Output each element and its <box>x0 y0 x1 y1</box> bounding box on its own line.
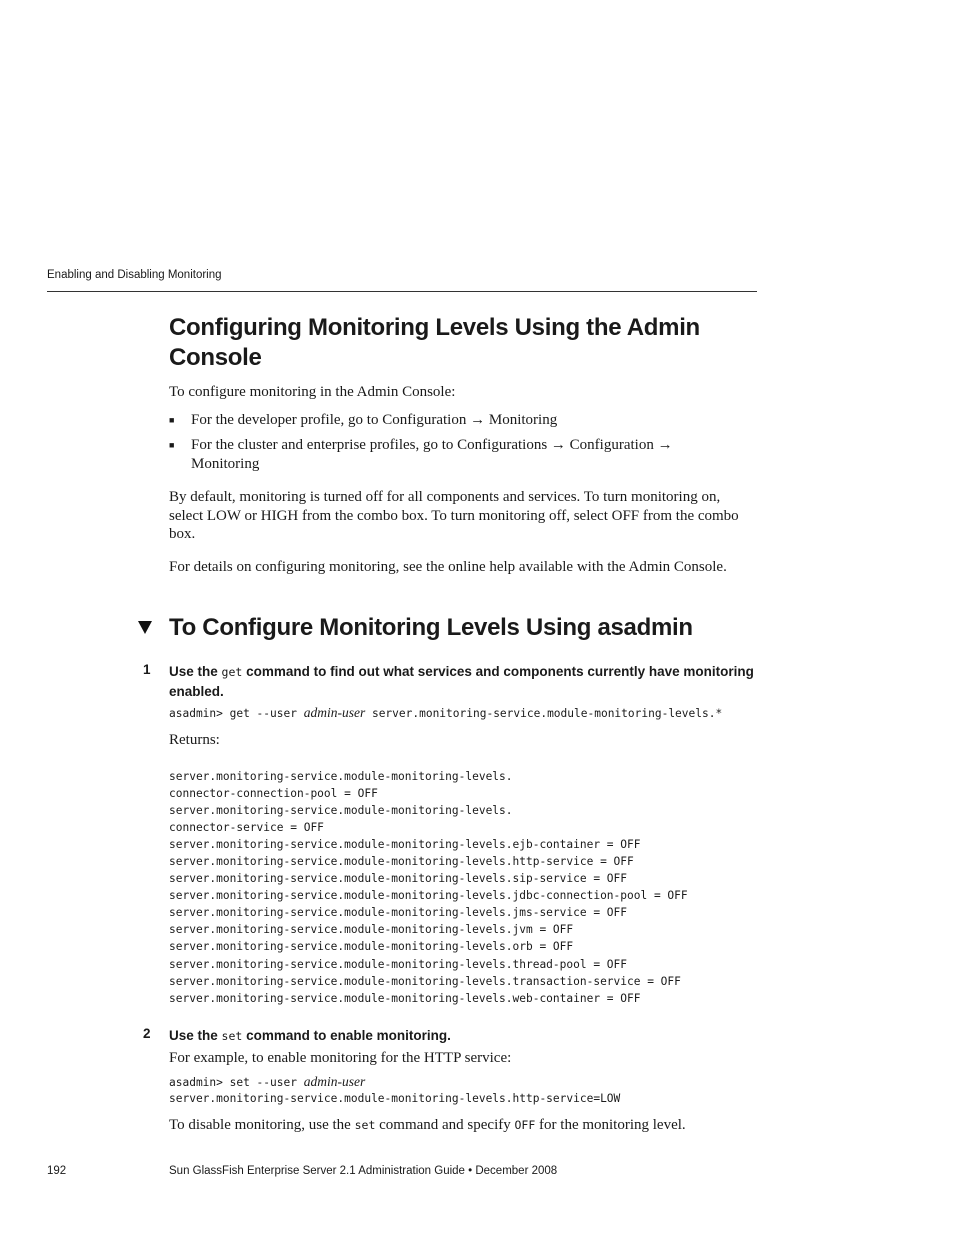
footer-page-number: 192 <box>47 1165 67 1177</box>
disable-paragraph <box>169 1116 754 1135</box>
step-2-text-before: Use the <box>169 1028 222 1043</box>
intro-paragraph: To configure monitoring in the Admin Console: <box>169 384 456 400</box>
output-line: server.monitoring-service.module-monitoring-levels.ejb-container = OFF <box>169 838 641 852</box>
step-1-code-get: get <box>221 665 243 679</box>
bullet-item-cluster <box>191 436 751 473</box>
section-title-line2: Console <box>169 344 262 371</box>
disable-text-middle: command and specify <box>375 1117 515 1133</box>
header-rule <box>47 291 757 292</box>
returns-label: Returns: <box>169 732 220 748</box>
output-line: server.monitoring-service.module-monitoring-levels.http-service = OFF <box>169 855 634 869</box>
bullet-square-icon: ■ <box>169 415 175 425</box>
output-line: server.monitoring-service.module-monitoring-levels.sip-service = OFF <box>169 872 628 886</box>
procedure-title: To Configure Monitoring Levels Using asadmin <box>169 614 693 641</box>
section-title-line1: Configuring Monitoring Levels Using the Admin <box>169 314 700 341</box>
set-command-prefix: asadmin> set --user <box>169 1076 304 1089</box>
step-1-text <box>169 662 759 701</box>
disable-code-off: OFF <box>514 1118 536 1132</box>
get-output-block <box>169 768 688 1007</box>
section-title <box>169 313 700 373</box>
bullet-item-cluster-line2: Monitoring <box>191 455 260 472</box>
output-line: server.monitoring-service.module-monitoring-levels.jms-service = OFF <box>169 906 628 920</box>
output-line: server.monitoring-service.module-monitoring-levels. <box>169 770 513 783</box>
disable-code-set: set <box>354 1118 376 1132</box>
get-command-prefix: asadmin> get --user <box>169 707 304 720</box>
running-header: Enabling and Disabling Monitoring <box>47 269 222 281</box>
default-monitoring-paragraph: By default, monitoring is turned off for all components and services. To turn monitoring on, select LOW or HIGH from the combo box. To turn monitoring off, select OFF from the combo box. <box>169 489 739 542</box>
output-line: server.monitoring-service.module-monitoring-levels. <box>169 804 513 818</box>
set-command-arg: admin-user <box>303 1074 366 1089</box>
step-number: 2 <box>143 1026 151 1041</box>
output-line: connector-connection-pool = OFF <box>169 787 378 801</box>
step-1-text-before: Use the <box>169 664 222 679</box>
step-1-text-after: command to find out what services and components currently have monitoring enabled. <box>169 664 754 699</box>
bullet-item-developer: For the developer profile, go to Configuration → Monitoring <box>191 412 558 428</box>
get-command-arg: admin-user <box>303 705 366 720</box>
output-line: server.monitoring-service.module-monitoring-levels.jdbc-connection-pool = OFF <box>169 889 688 903</box>
footer-book-title: Sun GlassFish Enterprise Server 2.1 Administration Guide • December 2008 <box>169 1165 558 1177</box>
step-2-code-set: set <box>221 1029 243 1043</box>
step-2-text-after: command to enable monitoring. <box>242 1028 451 1043</box>
bullet-item-cluster-line1: For the cluster and enterprise profiles, go to Configurations → Configuration → <box>191 437 673 453</box>
step-2-text <box>169 1026 759 1046</box>
step-number: 1 <box>143 662 151 677</box>
output-line: server.monitoring-service.module-monitoring-levels.web-container = OFF <box>169 991 641 1005</box>
output-line: server.monitoring-service.module-monitoring-levels.orb = OFF <box>169 940 574 954</box>
bullet-square-icon: ■ <box>169 440 175 450</box>
get-command-suffix: server.monitoring-service.module-monitoring-levels.* <box>365 707 723 720</box>
example-intro: For example, to enable monitoring for the HTTP service: <box>169 1050 512 1066</box>
output-line: server.monitoring-service.module-monitoring-levels.jvm = OFF <box>169 923 574 937</box>
disable-text-before: To disable monitoring, use the <box>169 1117 355 1133</box>
output-line: server.monitoring-service.module-monitoring-levels.transaction-service = OFF <box>169 974 681 988</box>
set-command <box>169 1073 365 1091</box>
details-paragraph: For details on configuring monitoring, see the online help available with the Admin Console. <box>169 559 727 575</box>
set-command-line2: server.monitoring-service.module-monitoring-levels.http-service=LOW <box>169 1092 621 1105</box>
disable-text-after: for the monitoring level. <box>535 1117 686 1133</box>
output-line: connector-service = OFF <box>169 821 324 835</box>
get-command <box>169 704 722 722</box>
procedure-triangle-icon <box>138 621 152 634</box>
output-line: server.monitoring-service.module-monitoring-levels.thread-pool = OFF <box>169 957 628 971</box>
